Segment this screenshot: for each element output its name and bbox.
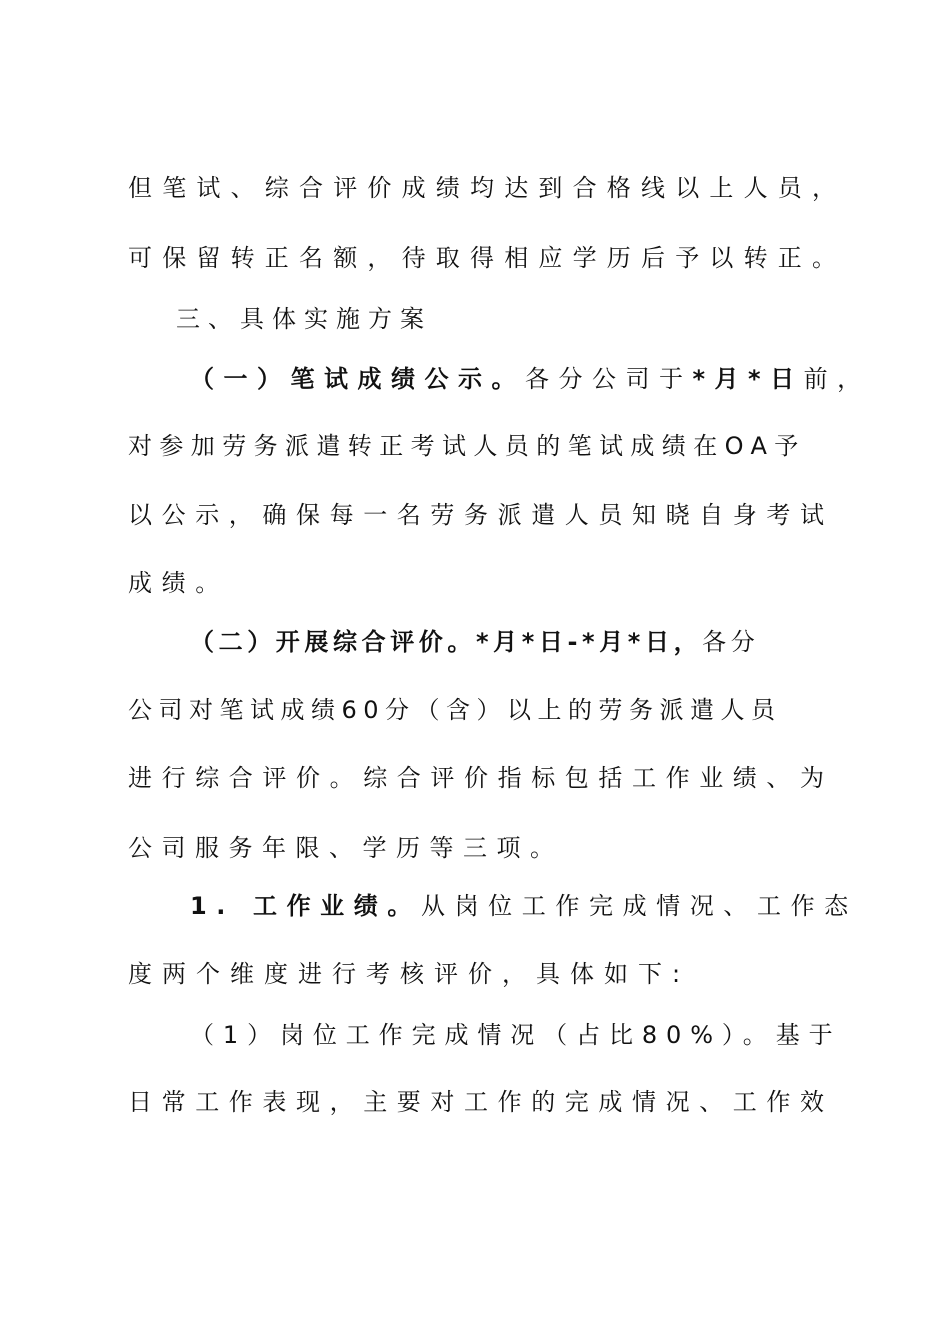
line-4-seg-4: 前，	[803, 365, 871, 393]
line-15-seg-1: 日常工作表现，主要对工作的完成情况、工作效	[128, 1088, 834, 1116]
line-14-seg-1: （1）岗位工作完成情况（占比80%）。基于	[190, 1021, 842, 1049]
text-line-10	[0, 758, 950, 798]
line-2-seg-1: 可保留转正名额，待取得相应学历后予以转正。	[128, 244, 847, 272]
text-line-9	[0, 690, 950, 730]
line-11-seg-1: 公司服务年限、学历等三项。	[128, 834, 564, 862]
text-line-8	[0, 622, 950, 662]
line-1-seg-1: 但笔试、综合评价成绩均达到合格线以上人员，	[128, 174, 847, 202]
section-heading-text: 三、具体实施方案	[176, 305, 432, 333]
text-line-15	[0, 1082, 950, 1122]
text-line-7	[0, 563, 950, 603]
text-line-6	[0, 495, 950, 535]
text-line-13	[0, 954, 950, 994]
line-13-seg-1: 度两个维度进行考核评价，具体如下:	[128, 960, 691, 988]
line-8-seg-2: 各分	[702, 628, 760, 656]
text-line-12	[0, 886, 950, 926]
line-4-date: *月*日	[692, 365, 804, 393]
text-line-1	[0, 168, 950, 208]
subheading-3: 1. 工作业绩。	[190, 892, 421, 920]
text-line-11	[0, 828, 950, 868]
line-9-seg-1: 公司对笔试成绩60分（含）以上的劳务派遣人员	[128, 696, 782, 724]
section-heading	[0, 299, 950, 339]
line-10-seg-1: 进行综合评价。综合评价指标包括工作业绩、为	[128, 764, 834, 792]
line-6-seg-1: 以公示，确保每一名劳务派遣人员知晓自身考试	[128, 501, 834, 529]
line-7-seg-1: 成绩。	[128, 569, 229, 597]
text-line-4	[0, 359, 950, 399]
line-12-seg-2: 从岗位工作完成情况、工作态	[420, 892, 858, 920]
subheading-1: （一）笔试成绩公示。	[190, 365, 525, 393]
subheading-2: （二）开展综合评价。*月*日-*月*日，	[190, 628, 703, 656]
text-line-5	[0, 426, 950, 466]
text-line-2	[0, 238, 950, 278]
line-5-seg-1: 对参加劳务派遣转正考试人员的笔试成绩在OA予	[128, 432, 806, 460]
text-line-14	[0, 1015, 950, 1055]
line-4-seg-2: 各分公司于	[525, 365, 693, 393]
